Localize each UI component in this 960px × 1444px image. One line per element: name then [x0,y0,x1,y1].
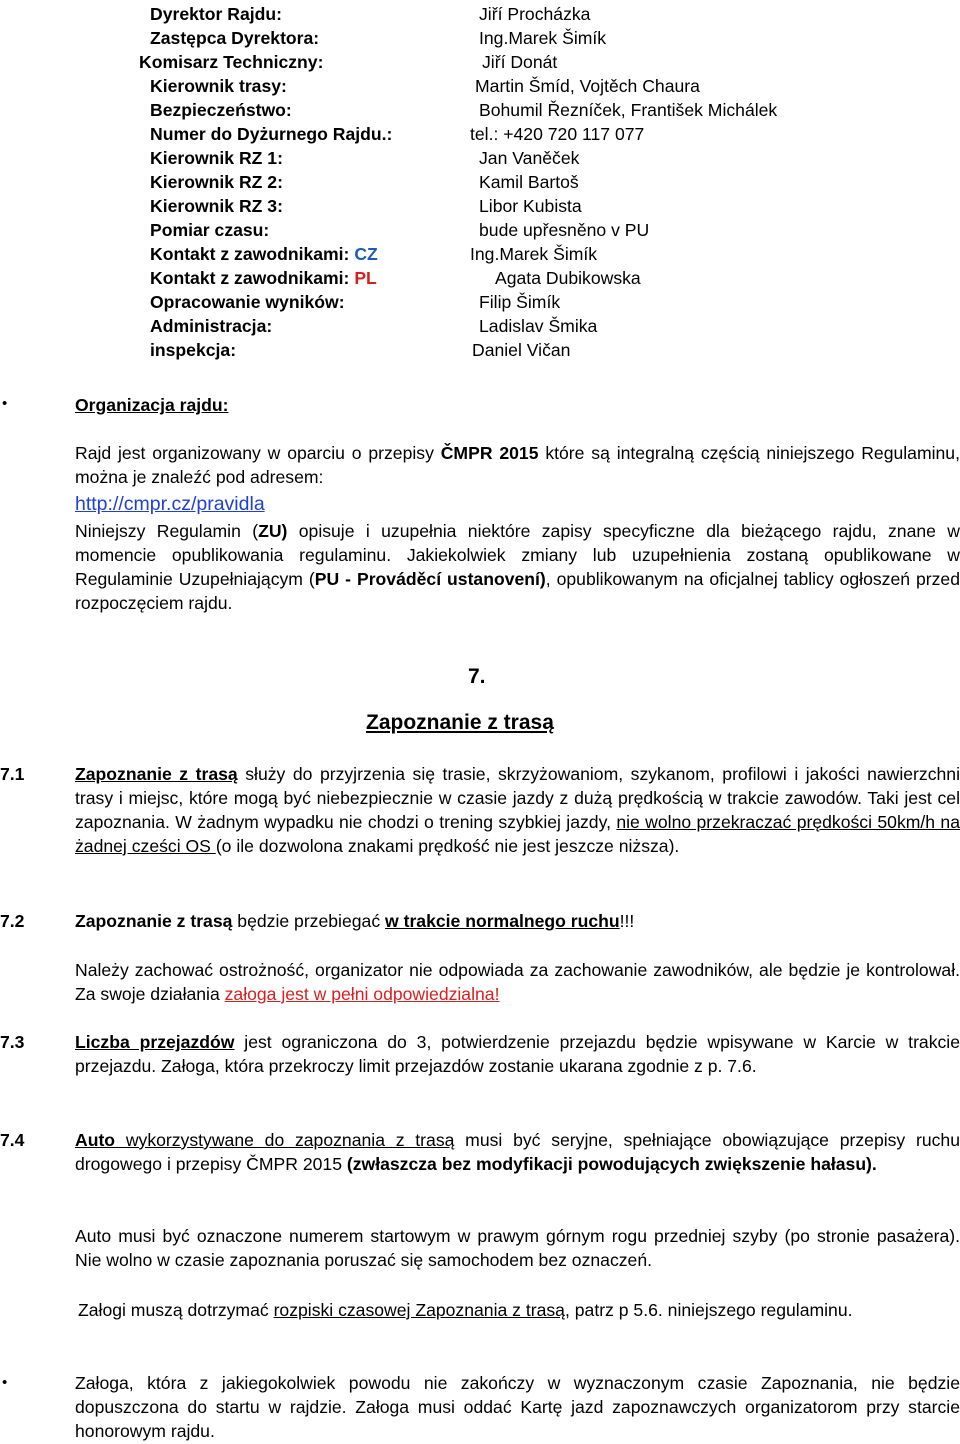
official-value: Jan Vaněček [479,148,580,168]
official-value: Martin Šmíd, Vojtěch Chaura [475,76,700,96]
official-value: Filip Šimík [479,292,561,312]
official-label: Administracja: [150,316,273,336]
clause-7-3: Liczba przejazdów jest ograniczona do 3, potwierdzenie przejazdu będzie wpisywane w Karcie w trakcie przejazdu. Załoga, która przekroczy limit przejazdów zostanie ukarana zgodnie z p. 7.6. [75,1032,960,1076]
clause-7-4: Auto wykorzystywane do zapoznania z trasą musi być seryjne, spełniające obowiązujące przepisy ruchu drogowego i przepisy ČMPR 2015 (zwłaszcza bez modyfikacji powodujących zwiększenie hałasu). [75,1130,960,1174]
cmpr-ref: ČMPR 2015 [440,443,539,463]
official-label: Komisarz Techniczny: [139,52,324,72]
organization-paragraph-2: Niniejszy Regulamin (ZU) opisuje i uzupełnia niektóre zapisy specyficzne dla bieżącego rajdu, znane w momencie opublikowania regulaminu. Jakiekolwiek zmiany lub uzupełnienia zostaną opublikowane w Regulaminie Uzupełniającym (PU - Prováděcí ustanovení), opublikowanym na oficjalnej tablicy ogłoszeń przed rozpoczęciem rajdu. [75,521,960,613]
clause-7-2: Zapoznanie z trasą będzie przebiegać w trakcie normalnego ruchu!!! [75,911,635,931]
clause-number: 7.4 [0,1130,25,1150]
country-tag-pl: PL [354,268,377,288]
bullet-icon: • [2,1374,8,1391]
clause-number: 7.3 [0,1032,25,1052]
official-value: bude upřesněno v PU [479,220,650,240]
official-label: Kierownik RZ 1: [150,148,283,168]
clause-7-4-paragraph-2: Auto musi być oznaczone numerem startowym w prawym górnym rogu przedniej szyby (po stronie pasażera). Nie wolno w czasie zapoznania poruszać się samochodem bez oznaczeń. [75,1226,960,1270]
official-label-contact-pl [150,266,377,290]
official-value: tel.: +420 720 117 077 [470,124,645,144]
official-label: Pomiar czasu: [150,220,270,240]
cmpr-rules-link[interactable]: http://cmpr.cz/pravidla [75,493,265,515]
clause-7-1: Zapoznanie z trasą służy do przyjrzenia się trasie, skrzyżowaniom, szykanom, profilowi i jakości nawierzchni trasy i miejsc, które mogą być niebezpiecznie w czasie jazdy z dużą prędkością w trakcie zawodów. Taki jest cel zapoznania. W żadnym wypadku nie chodzi o trening szybkiej jazdy, nie wolno przekraczać prędkości 50km/h na żadnej cześci OS (o ile dozwolona znakami prędkość nie jest jeszcze niższa). [75,764,960,856]
official-label: Kierownik RZ 3: [150,196,283,216]
official-value: Bohumil Řezníček, František Michálek [479,100,778,120]
clause-7-4-paragraph-3: Załogi muszą dotrzymać rozpiski czasowej Zapoznania z trasą, patrz p 5.6. niniejszego regulaminu. [78,1300,853,1320]
official-value: Ing.Marek Šimík [470,244,598,264]
official-value: Ladislav Šmika [479,316,598,336]
official-label: Bezpieczeństwo: [150,100,292,120]
official-value: Kamil Bartoš [479,172,579,192]
responsibility-warning: załoga jest w pełni odpowiedzialna! [224,984,500,1004]
section-number: 7. [468,665,486,688]
official-label-text: Kontakt z zawodnikami: [150,244,355,264]
official-label: Kierownik trasy: [150,76,287,96]
organization-paragraph-1: Rajd jest organizowany w oparciu o przepisy ČMPR 2015 które są integralną częścią niniejszego Regulaminu, można je znaleźć pod adresem: [75,443,960,487]
official-label-text: Kontakt z zawodnikami: [150,268,355,288]
official-value: Jiří Donát [482,52,558,72]
official-label-contact-cz [150,242,378,266]
official-value: Ing.Marek Šimík [479,28,607,48]
section-title: Zapoznanie z trasą [366,711,554,734]
official-label: Dyrektor Rajdu: [150,4,282,24]
clause-7-2-paragraph-2: Należy zachować ostrożność, organizator nie odpowiada za zachowanie zawodników, ale będzie je kontrolował. Za swoje działania załoga jest w pełni odpowiedzialna! [75,960,960,1004]
official-label: Zastępca Dyrektora: [150,28,320,48]
clause-number: 7.1 [0,764,25,784]
official-value: Jiří Procházka [479,4,591,24]
final-paragraph: Załoga, która z jakiegokolwiek powodu nie zakończy w wyznaczonym czasie Zapoznania, nie będzie dopuszczona do startu w rajdzie. Załoga musi oddać Kartę jazd zapoznawczych organizatorom przy starcie honorowym rajdu. [75,1373,960,1441]
official-label: Numer do Dyżurnego Rajdu.: [150,124,393,144]
official-label: inspekcja: [150,340,237,360]
clause-number: 7.2 [0,911,25,931]
official-value: Agata Dubikowska [495,268,641,288]
official-label: Opracowanie wyników: [150,292,345,312]
official-value: Daniel Vičan [472,340,571,360]
official-value: Libor Kubista [479,196,582,216]
bullet-icon: • [2,395,8,412]
official-label: Kierownik RZ 2: [150,172,283,192]
organization-heading: Organizacja rajdu: [75,395,229,415]
country-tag-cz: CZ [354,244,378,264]
